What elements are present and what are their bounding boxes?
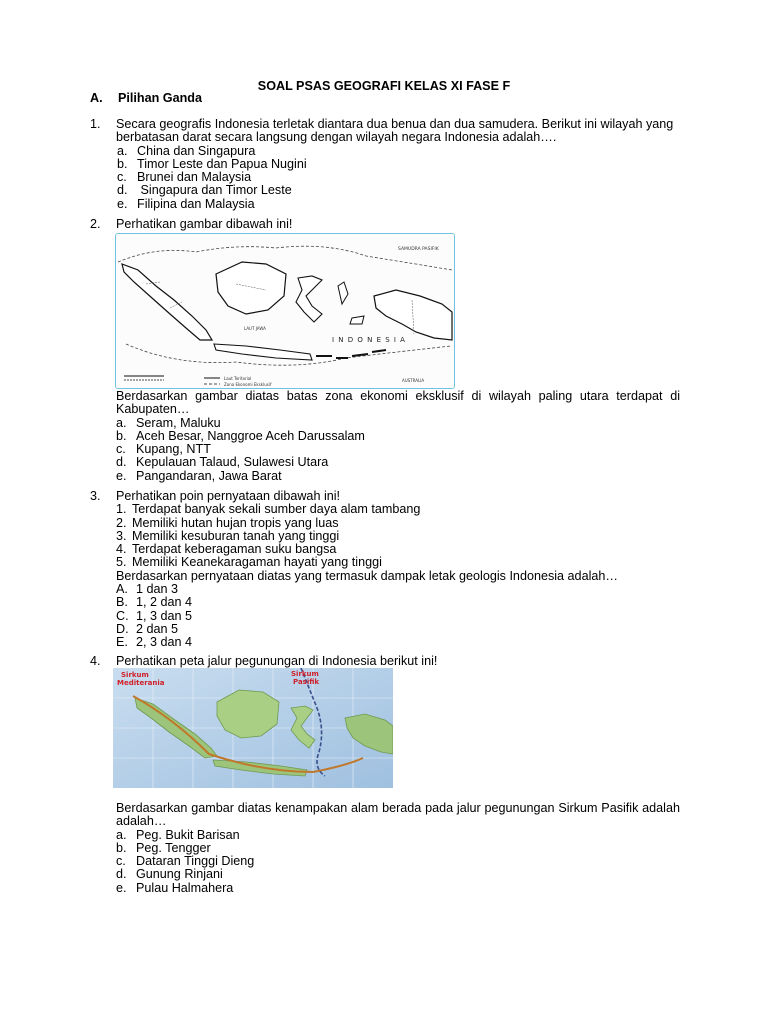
section-letter: A. [90,91,103,105]
question-prompt: Berdasarkan gambar diatas kenampakan alam berada pada jalur pegunungan Sirkum Pasifik adalah adalah… [116,801,680,829]
label-sirkum-mediterania-1: Sirkum [121,671,149,679]
mountain-map-drawing [113,668,393,788]
question-2 [90,218,680,231]
legend-zee: Zona Ekonomi Eksklusif [224,382,272,387]
statement-text: Memiliki kesuburan tanah yang tinggi [132,528,340,543]
option-d[interactable] [117,184,680,197]
option-text: 1, 2 dan 4 [136,595,193,610]
legend-territorial: Laut Teritorial [224,376,252,381]
option-label: b. [116,840,127,855]
option-label: B. [116,595,128,610]
map-label-australia: AUSTRALIA [402,378,425,383]
zee-map-drawing [116,234,455,389]
statement-label: 3. [116,528,127,543]
statement-3 [116,530,680,543]
option-label: c. [116,442,126,457]
question-1 [90,118,680,211]
option-text: Brunei dan Malaysia [137,170,252,185]
option-a[interactable] [116,417,680,430]
option-text: 1 dan 3 [136,582,179,597]
option-d[interactable] [116,456,680,469]
option-text: Kepulauan Talaud, Sulawesi Utara [136,455,329,470]
option-text: Singapura dan Timor Leste [137,183,292,198]
option-text: Pangandaran, Jawa Barat [136,468,282,483]
option-label: b. [116,428,127,443]
option-label: c. [117,170,127,185]
statement-2 [116,517,680,530]
option-label: b. [117,156,128,171]
option-c[interactable] [116,855,680,868]
option-label: d. [116,455,127,470]
question-text: Perhatikan gambar dibawah ini! [116,217,293,231]
option-label: d. [116,867,127,882]
option-e[interactable] [116,882,680,895]
statement-text: Memiliki hutan hujan tropis yang luas [132,515,339,530]
option-label: a. [116,827,127,842]
option-a[interactable] [117,145,680,158]
option-text: Aceh Besar, Nanggroe Aceh Darussalam [136,428,365,443]
indonesia-zee-map [115,233,455,389]
question-text: Perhatikan peta jalur pegunungan di Indonesia berikut ini! [116,654,438,668]
statement-4 [116,543,680,556]
option-e[interactable] [116,636,680,649]
option-text: Peg. Bukit Barisan [136,827,240,842]
option-e[interactable] [116,470,680,483]
option-d[interactable] [116,868,680,881]
option-text: Seram, Maluku [136,415,221,430]
label-sirkum-pasifik-1: Sirkum [291,670,319,678]
statement-text: Terdapat banyak sekali sumber daya alam tambang [132,502,421,517]
option-b[interactable] [116,842,680,855]
page-title: SOAL PSAS GEOGRAFI KELAS XI FASE F [257,79,511,93]
label-sirkum-mediterania-2: Mediterania [117,679,165,687]
option-text: 1, 3 dan 5 [136,608,193,623]
statement-5 [116,556,680,569]
option-label: a. [116,415,127,430]
option-text: 2 dan 5 [136,621,179,636]
option-a[interactable] [116,583,680,596]
option-text: Kupang, NTT [136,442,211,457]
option-text: Pulau Halmahera [136,880,234,895]
option-label: c. [116,854,126,869]
statement-label: 5. [116,555,127,570]
question-prompt: Berdasarkan gambar diatas batas zona ekonomi eksklusif di wilayah paling utara terdapat di Kabupaten… [116,389,680,417]
option-label: D. [116,621,129,636]
option-e[interactable] [117,198,680,211]
option-c[interactable] [117,171,680,184]
statement-label: 1. [116,502,127,517]
option-text: Peg. Tengger [136,840,211,855]
question-4-continued [90,802,680,895]
option-text: Gunung Rinjani [136,867,223,882]
question-4 [90,655,680,668]
question-text: Secara geografis Indonesia terletak diantara dua benua dan dua samudera. Berikut ini wilayah yang berbatasan darat secara langsung dengan wilayah negara Indonesia adalah…. [116,117,674,145]
map-label-indonesia: I N D O N E S I A [332,336,406,344]
map-label-laut-jawa: LAUT JAWA [244,326,266,331]
option-a[interactable] [116,829,680,842]
question-prompt: Berdasarkan pernyataan diatas yang termasuk dampak letak geologis Indonesia adalah… [116,568,618,583]
option-label: A. [116,582,128,597]
section-heading [90,92,202,105]
option-label: C. [116,608,129,623]
option-b[interactable] [117,158,680,171]
statement-label: 2. [116,515,127,530]
option-d[interactable] [116,623,680,636]
question-2-continued [90,390,680,483]
question-number: 4. [90,654,101,668]
option-label: d. [117,183,128,198]
option-text: 2, 3 dan 4 [136,635,193,650]
question-number: 1. [90,117,101,131]
option-b[interactable] [116,596,680,609]
mountain-belt-map [113,668,393,788]
option-b[interactable] [116,430,680,443]
label-sirkum-pasifik-2: Pasifik [293,678,320,686]
option-label: e. [116,880,127,895]
statement-1 [116,503,680,516]
option-c[interactable] [116,443,680,456]
map-label-samudra-pasifik: SAMUDRA PASIFIK [398,247,439,252]
option-label: E. [116,635,128,650]
option-text: Filipina dan Malaysia [137,196,255,211]
option-text: Dataran Tinggi Dieng [136,854,255,869]
option-label: e. [116,468,127,483]
question-number: 2. [90,217,101,231]
question-text: Perhatikan poin pernyataan dibawah ini! [116,489,341,503]
question-3 [90,490,680,650]
statement-label: 4. [116,542,127,557]
statement-text: Terdapat keberagaman suku bangsa [132,542,337,557]
option-label: a. [117,143,128,158]
question-number: 3. [90,489,101,503]
statement-text: Memiliki Keanekaragaman hayati yang tinggi [132,555,382,570]
option-text: Timor Leste dan Papua Nugini [137,156,307,171]
option-label: e. [117,196,128,211]
section-label: Pilihan Ganda [118,91,202,105]
option-c[interactable] [116,610,680,623]
option-text: China dan Singapura [137,143,256,158]
